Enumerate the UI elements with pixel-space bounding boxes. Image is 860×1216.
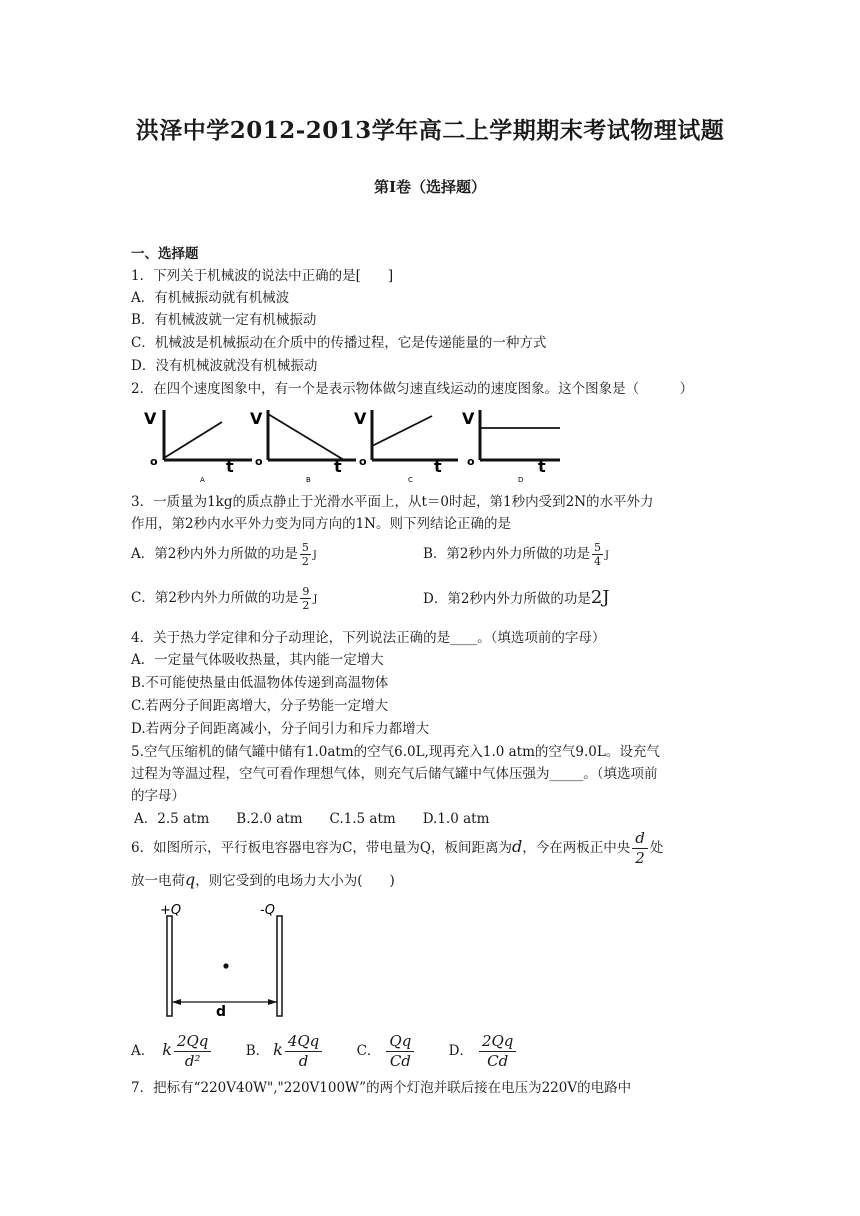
graph-b <box>250 409 356 484</box>
q6-option-c-label: C． <box>356 1043 381 1059</box>
q6-stem2-part2: ，则它受到的电场力大小为( ) <box>195 873 395 889</box>
q5-stem-line3: 的字母） <box>131 788 185 804</box>
graph-c-v-label: V <box>354 409 367 428</box>
q3-option-b-text: B．第2秒内外力所做的功是 <box>423 546 591 562</box>
graph-a-o-label: o <box>150 455 158 468</box>
graph-c-t-label: t <box>434 457 442 476</box>
q3-stem-line1: 3．一质量为1kg的质点静止于光滑水平面上，从t＝0时起，第1秒内受到2N的水平外力 <box>131 494 654 510</box>
graph-b-letter: B <box>306 476 311 484</box>
graph-c-o-label: o <box>359 455 367 468</box>
q3-a-numerator: 5 <box>301 541 309 554</box>
q3-option-c-text: C．第2秒内外力所做的功是 <box>131 590 299 606</box>
q6-stem-part3: 处 <box>649 840 664 856</box>
q6-option-b-fraction <box>285 1032 322 1071</box>
q1-stem: 1．下列关于机械波的说法中正确的是[ ] <box>131 268 394 284</box>
q5-stem-line1: 5.空气压缩机的储气罐中储有1.0atm的空气6.0L,现再充入1.0 atm的空气9.0L。设充气 <box>131 744 660 760</box>
q3-option-c-fraction <box>300 585 311 612</box>
q3-c-denominator: 2 <box>302 599 310 612</box>
q6-option-a-label: A． <box>131 1043 155 1059</box>
q3-option-b-fraction <box>592 541 603 568</box>
graph-a-letter: A <box>200 476 205 484</box>
graph-a-v-label: V <box>144 409 157 428</box>
graph-b-v-label: V <box>250 409 263 428</box>
charge-point <box>223 963 228 968</box>
q3-option-a-text: A．第2秒内外力所做的功是 <box>131 546 298 562</box>
q6-q-symbol: q <box>185 870 196 889</box>
q6-half-denominator: 2 <box>635 849 645 867</box>
q6-stem-part1: 6．如图所示，平行板电容器电容为C，带电量为Q，板间距离为 <box>131 840 512 856</box>
q3-option-c <box>131 584 317 614</box>
capacitor-plus-label: +Q <box>160 903 182 918</box>
q6-d-denominator: Cd <box>487 1052 509 1070</box>
page-title: 洪泽中学2012-2013学年高二上学期期末考试物理试题 <box>135 117 725 144</box>
q6-half-d-fraction <box>632 829 648 868</box>
q6-b-denominator: d <box>298 1052 309 1070</box>
q6-half-numerator: d <box>632 829 648 849</box>
q2-velocity-graphs <box>140 402 580 488</box>
graph-d-v-label: V <box>462 409 475 428</box>
q1-option-a: A．有机械振动就有机械波 <box>131 290 290 306</box>
part-heading: 第Ⅰ卷（选择题） <box>373 178 487 196</box>
capacitor-right-plate <box>277 916 282 1016</box>
q6-stem-line2 <box>131 870 395 891</box>
graph-b-o-label: o <box>255 455 263 468</box>
section-heading: 一、选择题 <box>131 246 199 262</box>
q6-d-symbol: d <box>512 837 523 856</box>
q3-c-numerator: 9 <box>302 585 310 598</box>
q3-option-a-fraction <box>300 541 311 568</box>
graph-d-t-label: t <box>538 457 546 476</box>
capacitor-minus-label: -Q <box>260 903 275 918</box>
graph-c <box>354 409 458 484</box>
q6-option-c-fraction <box>386 1032 414 1071</box>
q1-option-b: B．有机械波就一定有机械振动 <box>131 312 317 328</box>
q4-option-a: A．一定量气体吸收热量，其内能一定增大 <box>131 652 384 668</box>
q4-option-c: C.若两分子间距离增大，分子势能一定增大 <box>131 698 389 714</box>
graph-d <box>462 409 560 484</box>
q3-option-a <box>131 540 317 570</box>
q6-stem-line1 <box>131 828 663 868</box>
q6-c-numerator: Qq <box>386 1032 414 1052</box>
plate-distance-label: d <box>216 1004 227 1020</box>
q5-stem-line2: 过程为等温过程，空气可看作理想气体，则充气后储气罐中气体压强为_____。（填选项前 <box>131 766 658 782</box>
q3-option-b <box>423 540 609 570</box>
graph-a-t-label: t <box>226 457 234 476</box>
graph-a <box>144 409 252 484</box>
q6-option-b-label: B． <box>245 1043 270 1059</box>
q3-option-d <box>423 584 610 613</box>
q6-b-numerator: 4Qq <box>285 1032 322 1052</box>
q4-option-b: B.不可能使热量由低温物体传递到高温物体 <box>131 675 389 691</box>
q2-stem: 2．在四个速度图象中，有一个是表示物体做匀速直线运动的速度图象。这个图象是（ ） <box>131 381 694 397</box>
q6-option-d-label: D． <box>448 1043 473 1059</box>
q3-c-unit: J <box>313 594 318 605</box>
q3-b-numerator: 5 <box>594 541 602 554</box>
q6-options <box>131 1030 518 1071</box>
q6-stem2-part1: 放一电荷 <box>131 873 185 889</box>
q3-a-unit: J <box>312 550 317 561</box>
q6-stem-part2: ，今在两板正中央 <box>522 840 631 856</box>
q1-option-c: C．机械波是机械振动在介质中的传播过程，它是传递能量的一种方式 <box>131 335 547 351</box>
q6-option-d-fraction <box>479 1032 516 1071</box>
q1-option-d: D．没有机械波就没有机械振动 <box>131 358 318 374</box>
q5-options: A．2.5 atm B.2.0 atm C.1.5 atm D.1.0 atm <box>134 811 490 827</box>
graph-c-letter: C <box>408 476 413 484</box>
q7-stem: 7．把标有“220V40W","220V100W”的两个灯泡并联后接在电压为220V的电路中 <box>131 1080 632 1096</box>
q6-option-a-fraction <box>174 1032 211 1071</box>
graph-b-t-label: t <box>334 457 342 476</box>
q3-b-unit: J <box>605 550 610 561</box>
q6-option-a-k: k <box>162 1040 172 1059</box>
q6-d-numerator: 2Qq <box>479 1032 516 1052</box>
graph-d-letter: D <box>518 476 524 484</box>
q6-option-b-k: k <box>273 1040 283 1059</box>
q6-a-numerator: 2Qq <box>174 1032 211 1052</box>
capacitor-left-plate <box>167 916 172 1016</box>
q3-a-denominator: 2 <box>301 555 309 568</box>
graph-d-o-label: o <box>467 455 475 468</box>
q3-b-denominator: 4 <box>594 555 602 568</box>
q4-stem: 4．关于热力学定律和分子动理论，下列说法正确的是____。（填选项前的字母） <box>131 630 606 646</box>
q3-option-d-text: D．第2秒内外力所做的功是 <box>423 591 591 607</box>
q3-stem-line2: 作用，第2秒内水平外力变为同方向的1N。则下列结论正确的是 <box>131 516 511 532</box>
q6-c-denominator: Cd <box>389 1052 411 1070</box>
q3-option-d-value: 2J <box>590 587 610 608</box>
q6-capacitor-figure <box>150 898 310 1022</box>
q6-a-denominator: d² <box>184 1052 201 1070</box>
q4-option-d: D.若两分子间距离减小，分子间引力和斥力都增大 <box>131 721 430 737</box>
